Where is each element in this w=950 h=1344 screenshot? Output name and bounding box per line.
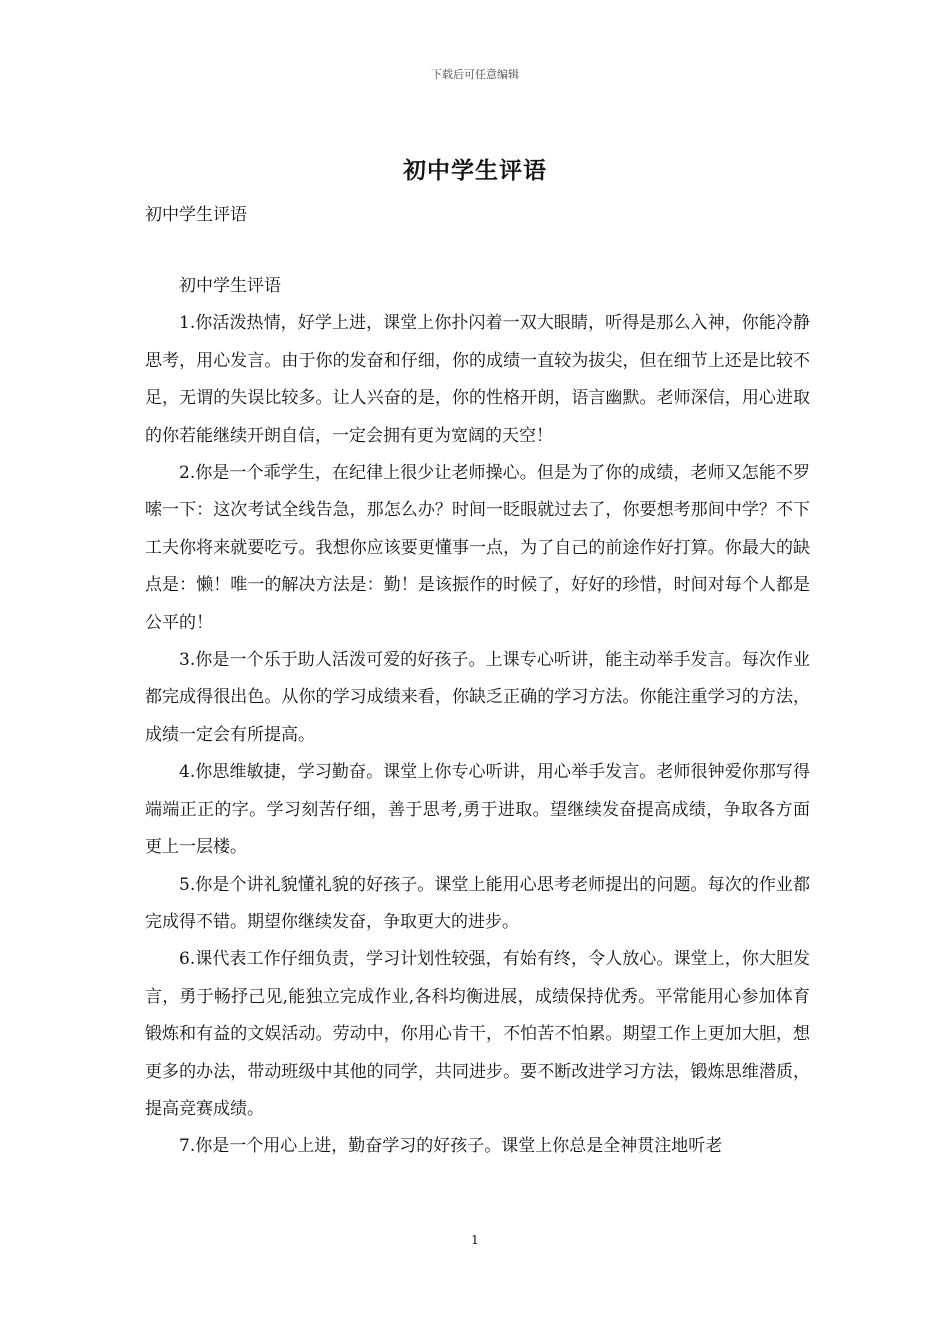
body-paragraph: 6.课代表工作仔细负责，学习计划性较强，有始有终，令人放心。课堂上，你大胆发言，勇于畅抒己见,能独立完成作业,各科均衡进展，成绩保持优秀。平常能用心参加体育锻炼和有益的文娱活动。劳动中，你用心肯干，不怕苦不怕累。期望工作上更加大胆，想更多的办法，带动班级中其他的同学，共同进步。要不断改进学习方法，锻炼思维潜质，提高竞赛成绩。 [145, 949, 810, 1119]
page-header: 下载后可任意编辑 [431, 68, 519, 81]
body-paragraph: 7.你是一个用心上进，勤奋学习的好孩子。课堂上你总是全神贯注地听老 [179, 1136, 723, 1157]
body-paragraph: 4.你思维敏捷，学习勤奋。课堂上你专心听讲，用心举手发言。老师很钟爱你那写得端端正正的字。学习刻苦仔细，善于思考,勇于进取。望继续发奋提高成绩，争取各方面更上一层楼。 [145, 762, 810, 858]
document-body [145, 268, 810, 1166]
body-paragraph: 3.你是一个乐于助人活泼可爱的好孩子。上课专心听讲，能主动举手发言。每次作业都完成得很出色。从你的学习成绩来看，你缺乏正确的学习方法。你能注重学习的方法，成绩一定会有所提高。 [145, 650, 810, 745]
body-paragraph: 2.你是一个乖学生，在纪律上很少让老师操心。但是为了你的成绩，老师又怎能不罗嗦一下：这次考试全线告急，那怎么办？时间一眨眼就过去了，你要想考那间中学？不下工夫你将来就要吃亏。我想你应该要更懂事一点，为了自己的前途作好打算。你最大的缺点是：懒！唯一的解决方法是：勤！是该振作的时候了，好好的珍惜，时间对每个人都是公平的！ [145, 463, 810, 633]
document-title: 初中学生评语 [403, 157, 547, 184]
document-subtitle: 初中学生评语 [145, 205, 247, 225]
body-paragraph: 5.你是个讲礼貌懂礼貌的好孩子。课堂上能用心思考老师提出的问题。每次的作业都完成得不错。期望你继续发奋，争取更大的进步。 [145, 874, 810, 932]
body-paragraph: 1.你活泼热情，好学上进，课堂上你扑闪着一双大眼睛，听得是那么入神，你能冷静思考，用心发言。由于你的发奋和仔细，你的成绩一直较为拔尖，但在细节上还是比较不足，无谓的失误比较多。让人兴奋的是，你的性格开朗，语言幽默。老师深信，用心进取的你若能继续开朗自信，一定会拥有更为宽阔的天空！ [145, 313, 810, 446]
page-number: 1 [471, 1233, 479, 1247]
body-paragraph: 初中学生评语 [179, 276, 281, 296]
